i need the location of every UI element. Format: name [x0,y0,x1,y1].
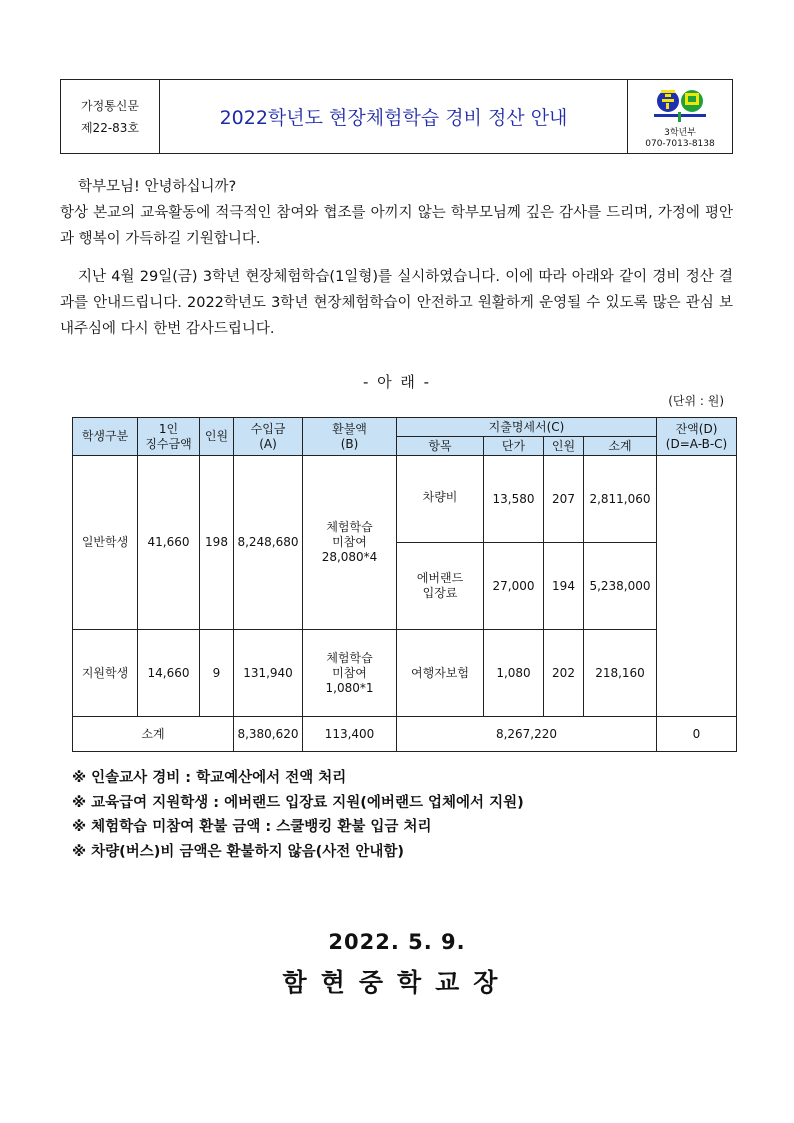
expense-subtotal: 2,811,060 [584,456,657,543]
note-item: ※ 교육급여 지원학생 : 에버랜드 입장료 지원(에버랜드 업체에서 지원) [72,794,524,811]
col-persons: 인원 [544,437,584,456]
doc-type: 가정통신문 [81,98,139,113]
notice-paragraph [60,264,733,342]
col-refund: 환불액 (B) [303,418,397,456]
col-balance: 잔액(D) (D=A-B-C) [657,418,737,456]
total-row [73,717,737,752]
table-row [73,456,737,543]
student-category: 지원학생 [73,630,138,717]
note-item: ※ 인솔교사 경비 : 학교예산에서 전액 처리 [72,770,347,786]
school-logo-icon [652,84,708,124]
total-refund: 113,400 [303,717,397,752]
total-income: 8,380,620 [234,717,303,752]
student-count: 198 [200,456,234,630]
refund-amount: 체험학습 미참여 1,080*1 [303,630,397,717]
expense-unit-price: 1,080 [484,630,544,717]
doc-number: 제22-83호 [80,120,140,135]
school-logo-box [627,80,732,153]
total-balance: 0 [657,717,737,752]
phone-number: 070-7013-8138 [645,139,715,149]
col-expense: 지출명세서(C) [397,418,657,437]
unit-label: (단위 : 원) [668,394,724,408]
expense-item: 여행자보험 [397,630,484,717]
total-label: 소계 [73,717,234,752]
document-header [60,79,733,154]
student-count: 9 [200,630,234,717]
expense-persons: 202 [544,630,584,717]
refund-amount: 체험학습 미참여 28,080*4 [303,456,397,630]
income-amount: 131,940 [234,630,303,717]
note-item: ※ 차량(버스)비 금액은 환불하지 않음(사전 안내함) [72,843,404,860]
expense-unit-price: 13,580 [484,456,544,543]
department-label: 3학년부 [664,128,696,138]
greeting-paragraph [60,174,733,252]
expense-subtotal: 5,238,000 [584,543,657,630]
table-header-row [73,418,737,437]
col-item: 항목 [397,437,484,456]
expense-item: 에버랜드 입장료 [397,543,484,630]
col-category: 학생구분 [73,418,138,456]
col-unit-price: 단가 [484,437,544,456]
greeting-text: 학부모님! 안녕하십니까? [78,179,237,195]
col-subtotal: 소계 [584,437,657,456]
balance-cell [657,456,737,717]
table-row [73,630,737,717]
expense-item: 차량비 [397,456,484,543]
section-title: - 아 래 - [362,373,432,391]
student-category: 일반학생 [73,456,138,630]
col-per-person: 1인 징수금액 [138,418,200,456]
notice-text: 지난 4월 29일(금) 3학년 현장체험학습(1일형)를 실시하였습니다. 이에 따라 아래와 같이 경비 정산 결과를 안내드립니다. 2022학년도 3학년 현장체험학습이 안전하고 원활하게 운영될 수 있도록 많은 관심 보내주심에 다시 한번 감사드립니다. [60,269,733,337]
document-title: 2022학년도 현장체험학습 경비 정산 안내 [219,107,568,129]
col-income: 수입금 (A) [234,418,303,456]
principal-signature: 함현중학교장 [282,968,512,997]
doc-info [61,80,160,153]
note-item: ※ 체험학습 미참여 환불 금액 : 스쿨뱅킹 환불 입금 처리 [72,819,432,835]
expense-subtotal: 218,160 [584,630,657,717]
col-count: 인원 [200,418,234,456]
per-person-amount: 41,660 [138,456,200,630]
expense-table [72,417,737,752]
expense-unit-price: 27,000 [484,543,544,630]
income-amount: 8,248,680 [234,456,303,630]
total-expense: 8,267,220 [397,717,657,752]
expense-persons: 194 [544,543,584,630]
document-date: 2022. 5. 9. [328,930,466,954]
thanks-text: 항상 본교의 교육활동에 적극적인 참여와 협조를 아끼지 않는 학부모님께 깊은 감사를 드리며, 가정에 평안과 행복이 가득하길 기원합니다. [60,205,733,247]
per-person-amount: 14,660 [138,630,200,717]
notes-list [72,766,524,864]
expense-persons: 207 [544,456,584,543]
